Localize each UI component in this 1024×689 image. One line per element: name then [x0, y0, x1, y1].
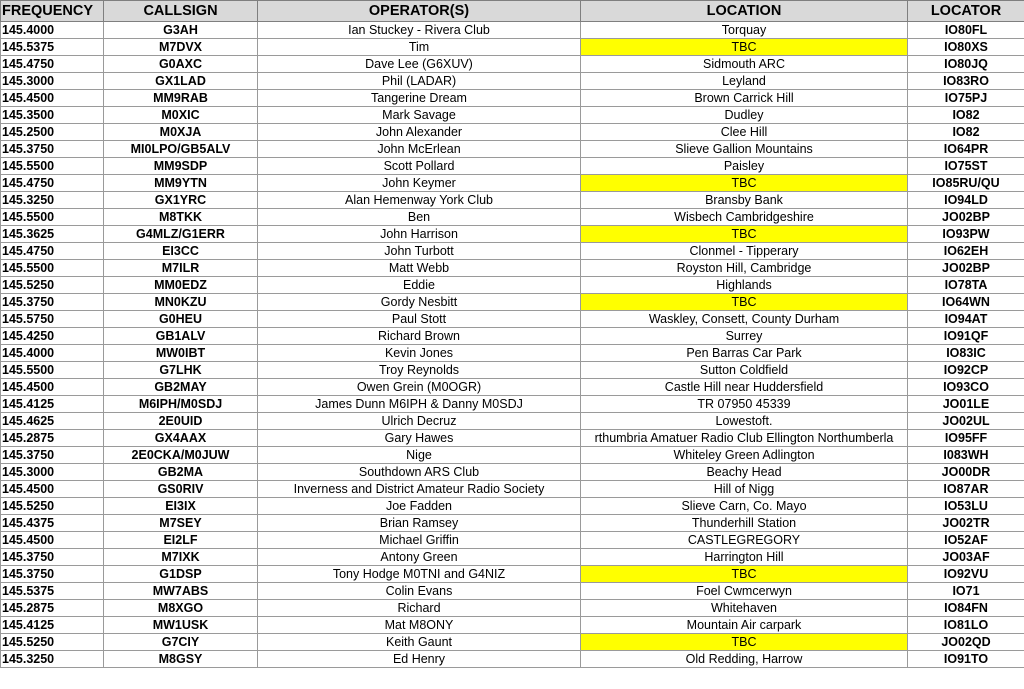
- operator-cell: Tony Hodge M0TNI and G4NIZ: [258, 566, 581, 583]
- frequency-cell: 145.4750: [1, 243, 104, 260]
- table-row: [1, 107, 1024, 124]
- callsign-cell: M0XIC: [104, 107, 258, 124]
- table-row: [1, 158, 1024, 175]
- locator-cell: IO62EH: [908, 243, 1024, 260]
- header-locator: LOCATOR: [908, 1, 1024, 22]
- locator-cell: IO92VU: [908, 566, 1024, 583]
- callsign-cell: M0XJA: [104, 124, 258, 141]
- table-row: [1, 294, 1024, 311]
- operator-cell: Gary Hawes: [258, 430, 581, 447]
- location-cell: Royston Hill, Cambridge: [581, 260, 908, 277]
- frequency-cell: 145.5250: [1, 277, 104, 294]
- operator-cell: Ben: [258, 209, 581, 226]
- frequency-cell: 145.3000: [1, 73, 104, 90]
- locator-cell: IO83RO: [908, 73, 1024, 90]
- table-row: [1, 73, 1024, 90]
- location-cell: Leyland: [581, 73, 908, 90]
- table-row: [1, 345, 1024, 362]
- table-row: [1, 651, 1024, 668]
- table-row: [1, 243, 1024, 260]
- location-cell: Thunderhill Station: [581, 515, 908, 532]
- locator-cell: IO93CO: [908, 379, 1024, 396]
- operator-cell: Matt Webb: [258, 260, 581, 277]
- locator-cell: IO95FF: [908, 430, 1024, 447]
- table-row: [1, 532, 1024, 549]
- location-cell: Mountain Air carpark: [581, 617, 908, 634]
- callsign-cell: GB2MAY: [104, 379, 258, 396]
- frequency-cell: 145.5750: [1, 311, 104, 328]
- callsign-cell: GS0RIV: [104, 481, 258, 498]
- operator-cell: Michael Griffin: [258, 532, 581, 549]
- location-cell: Wisbech Cambridgeshire: [581, 209, 908, 226]
- callsign-cell: MW7ABS: [104, 583, 258, 600]
- locator-cell: IO82: [908, 107, 1024, 124]
- locator-cell: IO80XS: [908, 39, 1024, 56]
- location-cell: Pen Barras Car Park: [581, 345, 908, 362]
- locator-cell: IO94LD: [908, 192, 1024, 209]
- location-cell: Sidmouth ARC: [581, 56, 908, 73]
- frequency-cell: 145.4125: [1, 617, 104, 634]
- callsign-cell: M6IPH/M0SDJ: [104, 396, 258, 413]
- operator-cell: Scott Pollard: [258, 158, 581, 175]
- table-row: [1, 515, 1024, 532]
- locator-cell: IO82: [908, 124, 1024, 141]
- callsign-cell: MM9YTN: [104, 175, 258, 192]
- location-cell: Castle Hill near Huddersfield: [581, 379, 908, 396]
- locator-cell: JO02TR: [908, 515, 1024, 532]
- operator-cell: Owen Grein (M0OGR): [258, 379, 581, 396]
- table-row: [1, 566, 1024, 583]
- locator-cell: JO02BP: [908, 209, 1024, 226]
- table-row: [1, 56, 1024, 73]
- locator-cell: JO02UL: [908, 413, 1024, 430]
- callsign-cell: GX1YRC: [104, 192, 258, 209]
- locator-cell: IO83IC: [908, 345, 1024, 362]
- callsign-cell: G7CIY: [104, 634, 258, 651]
- operator-cell: Southdown ARS Club: [258, 464, 581, 481]
- location-cell: Slieve Carn, Co. Mayo: [581, 498, 908, 515]
- callsign-cell: MM0EDZ: [104, 277, 258, 294]
- frequency-cell: 145.3750: [1, 294, 104, 311]
- table-row: [1, 362, 1024, 379]
- frequency-cell: 145.3250: [1, 651, 104, 668]
- location-cell: rthumbria Amatuer Radio Club Ellington Northumberla: [581, 430, 908, 447]
- frequency-cell: 145.4500: [1, 481, 104, 498]
- table-row: [1, 430, 1024, 447]
- frequency-cell: 145.4750: [1, 175, 104, 192]
- operator-cell: Nige: [258, 447, 581, 464]
- frequency-cell: 145.5375: [1, 583, 104, 600]
- location-cell: Dudley: [581, 107, 908, 124]
- locator-cell: I083WH: [908, 447, 1024, 464]
- frequency-cell: 145.3500: [1, 107, 104, 124]
- location-cell: Lowestoft.: [581, 413, 908, 430]
- frequency-cell: 145.3250: [1, 192, 104, 209]
- table-row: [1, 311, 1024, 328]
- operator-cell: Gordy Nesbitt: [258, 294, 581, 311]
- table-row: [1, 260, 1024, 277]
- table-row: [1, 192, 1024, 209]
- operator-cell: Phil (LADAR): [258, 73, 581, 90]
- table-row: [1, 498, 1024, 515]
- operator-cell: Joe Fadden: [258, 498, 581, 515]
- locator-cell: IO80FL: [908, 22, 1024, 39]
- frequency-cell: 145.2500: [1, 124, 104, 141]
- locator-cell: IO64PR: [908, 141, 1024, 158]
- callsign-cell: M7DVX: [104, 39, 258, 56]
- locator-cell: IO91QF: [908, 328, 1024, 345]
- locator-cell: JO00DR: [908, 464, 1024, 481]
- locator-cell: IO53LU: [908, 498, 1024, 515]
- location-cell: TBC: [581, 566, 908, 583]
- location-cell: TBC: [581, 294, 908, 311]
- callsign-cell: G7LHK: [104, 362, 258, 379]
- operator-cell: Brian Ramsey: [258, 515, 581, 532]
- locator-cell: IO84FN: [908, 600, 1024, 617]
- location-cell: Whiteley Green Adlington: [581, 447, 908, 464]
- frequency-cell: 145.5500: [1, 260, 104, 277]
- callsign-cell: G0HEU: [104, 311, 258, 328]
- frequency-cell: 145.4375: [1, 515, 104, 532]
- table-row: [1, 413, 1024, 430]
- operator-cell: John Alexander: [258, 124, 581, 141]
- table-row: [1, 90, 1024, 107]
- location-cell: TBC: [581, 226, 908, 243]
- table-row: [1, 447, 1024, 464]
- operator-cell: Ian Stuckey - Rivera Club: [258, 22, 581, 39]
- table-row: [1, 124, 1024, 141]
- callsign-cell: M7SEY: [104, 515, 258, 532]
- frequency-cell: 145.4000: [1, 22, 104, 39]
- callsign-cell: G3AH: [104, 22, 258, 39]
- frequency-cell: 145.3750: [1, 447, 104, 464]
- header-row: [1, 1, 1024, 22]
- frequency-cell: 145.3000: [1, 464, 104, 481]
- location-cell: Harrington Hill: [581, 549, 908, 566]
- location-cell: Paisley: [581, 158, 908, 175]
- location-cell: Brown Carrick Hill: [581, 90, 908, 107]
- locator-cell: JO03AF: [908, 549, 1024, 566]
- operator-cell: Alan Hemenway York Club: [258, 192, 581, 209]
- locator-cell: JO02BP: [908, 260, 1024, 277]
- frequency-cell: 145.4250: [1, 328, 104, 345]
- operator-cell: Eddie: [258, 277, 581, 294]
- table-row: [1, 549, 1024, 566]
- header-location: LOCATION: [581, 1, 908, 22]
- location-cell: Foel Cwmcerwyn: [581, 583, 908, 600]
- locator-cell: IO80JQ: [908, 56, 1024, 73]
- frequency-cell: 145.3750: [1, 549, 104, 566]
- frequency-cell: 145.3750: [1, 141, 104, 158]
- callsign-cell: MM9SDP: [104, 158, 258, 175]
- table-row: [1, 22, 1024, 39]
- table-row: [1, 481, 1024, 498]
- callsign-cell: MM9RAB: [104, 90, 258, 107]
- callsign-cell: EI3CC: [104, 243, 258, 260]
- location-cell: Beachy Head: [581, 464, 908, 481]
- operator-cell: Troy Reynolds: [258, 362, 581, 379]
- table-row: [1, 209, 1024, 226]
- frequency-cell: 145.3750: [1, 566, 104, 583]
- operator-cell: Richard: [258, 600, 581, 617]
- callsign-cell: GX1LAD: [104, 73, 258, 90]
- table-row: [1, 328, 1024, 345]
- callsign-cell: 2E0UID: [104, 413, 258, 430]
- table-row: [1, 617, 1024, 634]
- frequency-cell: 145.5250: [1, 634, 104, 651]
- callsign-cell: GB2MA: [104, 464, 258, 481]
- location-cell: Old Redding, Harrow: [581, 651, 908, 668]
- header-frequency: FREQUENCY: [1, 1, 104, 22]
- operator-cell: Dave Lee (G6XUV): [258, 56, 581, 73]
- locator-cell: IO92CP: [908, 362, 1024, 379]
- callsign-cell: G1DSP: [104, 566, 258, 583]
- operator-cell: Ulrich Decruz: [258, 413, 581, 430]
- frequency-cell: 145.4125: [1, 396, 104, 413]
- frequency-cell: 145.4500: [1, 379, 104, 396]
- frequency-cell: 145.4500: [1, 532, 104, 549]
- operator-cell: James Dunn M6IPH & Danny M0SDJ: [258, 396, 581, 413]
- location-cell: Bransby Bank: [581, 192, 908, 209]
- frequency-cell: 145.5250: [1, 498, 104, 515]
- callsign-cell: M8GSY: [104, 651, 258, 668]
- operator-cell: Keith Gaunt: [258, 634, 581, 651]
- operator-cell: John Harrison: [258, 226, 581, 243]
- location-cell: CASTLEGREGORY: [581, 532, 908, 549]
- table-row: [1, 277, 1024, 294]
- locator-cell: IO52AF: [908, 532, 1024, 549]
- operator-cell: Paul Stott: [258, 311, 581, 328]
- table-row: [1, 226, 1024, 243]
- callsign-cell: MW1USK: [104, 617, 258, 634]
- location-cell: Torquay: [581, 22, 908, 39]
- operator-cell: John McErlean: [258, 141, 581, 158]
- frequency-cell: 145.5500: [1, 209, 104, 226]
- callsign-cell: G4MLZ/G1ERR: [104, 226, 258, 243]
- locator-cell: IO93PW: [908, 226, 1024, 243]
- table-row: [1, 39, 1024, 56]
- location-cell: Clee Hill: [581, 124, 908, 141]
- location-cell: Whitehaven: [581, 600, 908, 617]
- header-callsign: CALLSIGN: [104, 1, 258, 22]
- location-cell: TR 07950 45339: [581, 396, 908, 413]
- callsign-cell: M7ILR: [104, 260, 258, 277]
- operator-cell: Tangerine Dream: [258, 90, 581, 107]
- callsign-cell: M7IXK: [104, 549, 258, 566]
- frequency-cell: 145.4500: [1, 90, 104, 107]
- locator-cell: IO75ST: [908, 158, 1024, 175]
- callsign-cell: EI2LF: [104, 532, 258, 549]
- callsign-cell: GB1ALV: [104, 328, 258, 345]
- operator-cell: Mark Savage: [258, 107, 581, 124]
- table-row: [1, 141, 1024, 158]
- location-cell: TBC: [581, 634, 908, 651]
- table-row: [1, 634, 1024, 651]
- locator-cell: IO64WN: [908, 294, 1024, 311]
- callsign-cell: M8XGO: [104, 600, 258, 617]
- callsign-cell: M8TKK: [104, 209, 258, 226]
- table-row: [1, 600, 1024, 617]
- locator-cell: IO91TO: [908, 651, 1024, 668]
- callsign-cell: MW0IBT: [104, 345, 258, 362]
- frequency-cell: 145.4625: [1, 413, 104, 430]
- frequency-cell: 145.5500: [1, 158, 104, 175]
- location-cell: Waskley, Consett, County Durham: [581, 311, 908, 328]
- operator-cell: Richard Brown: [258, 328, 581, 345]
- table-row: [1, 583, 1024, 600]
- location-cell: Highlands: [581, 277, 908, 294]
- frequency-cell: 145.3625: [1, 226, 104, 243]
- locator-cell: IO71: [908, 583, 1024, 600]
- locator-cell: IO81LO: [908, 617, 1024, 634]
- table-row: [1, 396, 1024, 413]
- callsign-cell: GX4AAX: [104, 430, 258, 447]
- callsign-cell: EI3IX: [104, 498, 258, 515]
- operator-cell: John Turbott: [258, 243, 581, 260]
- operator-cell: Ed Henry: [258, 651, 581, 668]
- header-operators: OPERATOR(S): [258, 1, 581, 22]
- frequency-cell: 145.5375: [1, 39, 104, 56]
- operator-cell: Antony Green: [258, 549, 581, 566]
- locator-cell: IO75PJ: [908, 90, 1024, 107]
- table-row: [1, 464, 1024, 481]
- callsign-cell: 2E0CKA/M0JUW: [104, 447, 258, 464]
- locator-cell: IO78TA: [908, 277, 1024, 294]
- frequency-cell: 145.2875: [1, 430, 104, 447]
- frequency-cell: 145.4000: [1, 345, 104, 362]
- location-cell: Clonmel - Tipperary: [581, 243, 908, 260]
- location-cell: Slieve Gallion Mountains: [581, 141, 908, 158]
- table-row: [1, 379, 1024, 396]
- callsign-cell: MI0LPO/GB5ALV: [104, 141, 258, 158]
- location-cell: TBC: [581, 175, 908, 192]
- table-body: [1, 22, 1024, 668]
- operator-cell: Colin Evans: [258, 583, 581, 600]
- frequency-cell: 145.5500: [1, 362, 104, 379]
- location-cell: Sutton Coldfield: [581, 362, 908, 379]
- callsign-cell: G0AXC: [104, 56, 258, 73]
- locator-cell: IO85RU/QU: [908, 175, 1024, 192]
- operator-cell: Mat M8ONY: [258, 617, 581, 634]
- locator-cell: JO01LE: [908, 396, 1024, 413]
- operator-cell: Kevin Jones: [258, 345, 581, 362]
- locator-cell: IO94AT: [908, 311, 1024, 328]
- frequency-cell: 145.4750: [1, 56, 104, 73]
- locator-cell: JO02QD: [908, 634, 1024, 651]
- locator-cell: IO87AR: [908, 481, 1024, 498]
- table-row: [1, 175, 1024, 192]
- operator-cell: Inverness and District Amateur Radio Society: [258, 481, 581, 498]
- operator-cell: Tim: [258, 39, 581, 56]
- location-cell: Surrey: [581, 328, 908, 345]
- location-cell: TBC: [581, 39, 908, 56]
- operator-cell: John Keymer: [258, 175, 581, 192]
- callsign-cell: MN0KZU: [104, 294, 258, 311]
- frequency-cell: 145.2875: [1, 600, 104, 617]
- location-cell: Hill of Nigg: [581, 481, 908, 498]
